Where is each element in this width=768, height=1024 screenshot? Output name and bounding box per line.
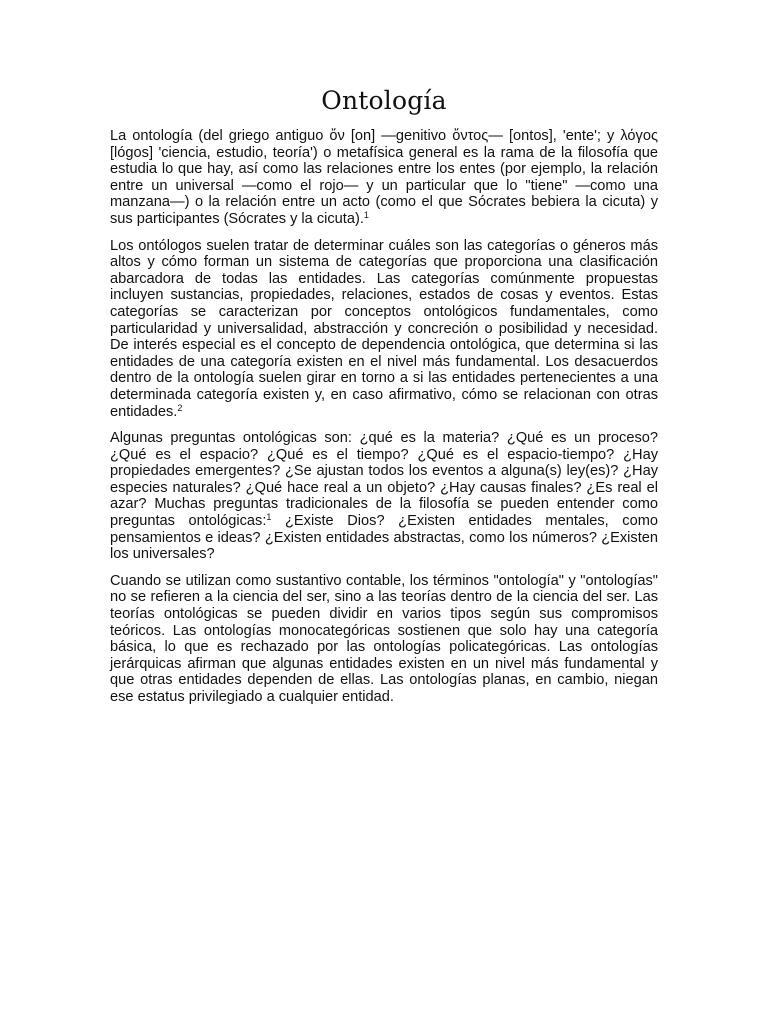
footnote-marker: 1 (363, 209, 369, 220)
paragraph-text: Cuando se utilizan como sustantivo contable, los términos "ontología" y "ontologías" no se refieren a la ciencia del ser, sino a las teorías dentro de la ciencia del ser. Las teorías ontológicas se pueden dividir en varios tipos según sus compromisos teóricos. Las ontologías monocategóricas sostienen que solo hay una categoría básica, lo que es rechazado por las ontologías policategóricas. Las ontologías jerárquicas afirman que algunas entidades existen en un nivel más fundamental y que otras entidades dependen de ellas. Las ontologías planas, en cambio, niegan ese estatus privilegiado a cualquier entidad. (110, 572, 658, 705)
document-page (110, 84, 658, 716)
paragraph-text: Los ontólogos suelen tratar de determinar cuáles son las categorías o géneros más altos y cómo forman un sistema de categorías que proporciona una clasificación abarcadora de todas las entidades. Las categorías comúnmente propuestas incluyen sustancias, propiedades, relaciones, estados de cosas y eventos. Estas categorías se caracterizan por conceptos ontológicos fundamentales, como particularidad y universalidad, abstracción y concreción o posibilidad y necesidad. De interés especial es el concepto de dependencia ontológica, que determina si las entidades de una categoría existen en el nivel más fundamental. Los desacuerdos dentro de la ontología suelen girar en torno a si las entidades pertenecientes a una determinada categoría existen y, en caso afirmativo, cómo se relacionan con otras entidades. (110, 237, 658, 420)
paragraph-text: Algunas preguntas ontológicas son: ¿qué es la materia? ¿Qué es un proceso? ¿Qué es el espacio? ¿Qué es el tiempo? ¿Qué es el espacio-tiempo? ¿Hay propiedades emergentes? ¿Se ajustan todos los eventos a alguna(s) ley(es)? ¿Hay especies naturales? ¿Qué hace real a un objeto? ¿Hay causas finales? ¿Es real el azar? Muchas preguntas tradicionales de la filosofía se pueden entender como preguntas ontológicas: (110, 430, 658, 530)
footnote-marker: 2 (177, 402, 183, 413)
paragraph-definition (110, 128, 658, 228)
paragraph-categories (110, 238, 658, 421)
paragraph-ontologies (110, 573, 658, 706)
paragraph-text-continued: ¿Existe Dios? ¿Existen entidades mentales, como pensamientos e ideas? ¿Existen entidades abstractas, como los números? ¿Existen los universales? (110, 513, 658, 563)
paragraph-questions (110, 430, 658, 563)
page-title: Ontología (321, 86, 447, 115)
paragraph-text: La ontología (del griego antiguo ὄν [on] —genitivo ὄντος— [ontos], 'ente'; y λόγος [lógos] 'ciencia, estudio, teoría') o metafísica general es la rama de la filosofía que estudia lo que hay, así como las relaciones entre los entes (por ejemplo, la relación entre un universal —como el rojo— y un particular que lo "tiene" —como una manzana—) o la relación entre un acto (como el que Sócrates bebiera la cicuta) y sus participantes (Sócrates y la cicuta). (110, 128, 658, 227)
footnote-marker: 1 (266, 512, 272, 523)
